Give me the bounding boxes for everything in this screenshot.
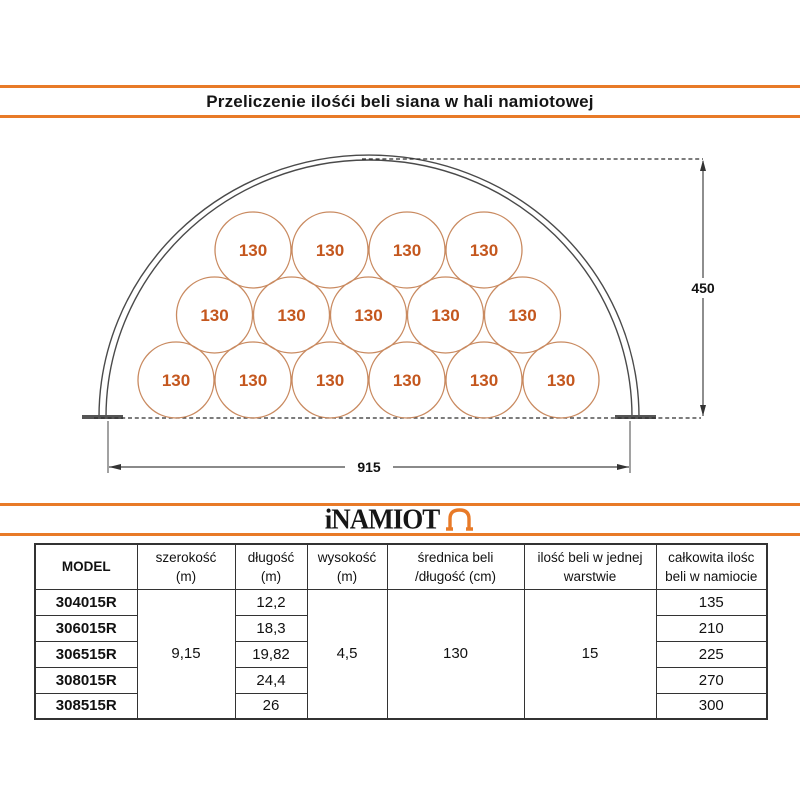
header-dlugosc: długość (m) — [235, 544, 307, 589]
cell-dlugosc: 26 — [235, 693, 307, 719]
header-ilosc-warstwa: ilość beli w jednej warstwie — [524, 544, 656, 589]
header-calkowita: całkowita ilośc beli w namiocie — [656, 544, 767, 589]
cell-model: 308515R — [35, 693, 137, 719]
height-dim-arrow-bottom — [700, 405, 706, 416]
header-model: MODEL — [35, 544, 137, 589]
bale-label: 130 — [469, 241, 499, 260]
width-dim-label: 915 — [357, 459, 381, 475]
cell-wysokosc: 4,5 — [307, 589, 387, 719]
bale-label: 130 — [546, 371, 576, 390]
cell-calkowita: 300 — [656, 693, 767, 719]
bale-label: 130 — [469, 371, 499, 390]
height-dim-arrow-top — [700, 160, 706, 171]
header-wysokosc: wysokość (m) — [307, 544, 387, 589]
bales-group — [138, 212, 599, 418]
cell-szerokosc: 9,15 — [137, 589, 235, 719]
cell-dlugosc: 24,4 — [235, 667, 307, 693]
cell-calkowita: 270 — [656, 667, 767, 693]
cell-model: 304015R — [35, 589, 137, 615]
bale-label: 130 — [277, 306, 306, 325]
logo-text: iNAMIOT — [324, 503, 440, 535]
header-szerokosc: szerokość (m) — [137, 544, 235, 589]
cell-calkowita: 210 — [656, 615, 767, 641]
cell-dlugosc: 19,82 — [235, 641, 307, 667]
bale-label: 130 — [161, 371, 191, 390]
header-srednica: średnica beli /długość (cm) — [387, 544, 524, 589]
bale-label: 130 — [200, 306, 229, 325]
bale-label: 130 — [238, 241, 268, 260]
bale-label: 130 — [431, 306, 460, 325]
cell-dlugosc: 12,2 — [235, 589, 307, 615]
logo-band — [0, 503, 800, 536]
bale-label: 130 — [508, 306, 537, 325]
bale-label: 130 — [238, 371, 268, 390]
cell-model: 306015R — [35, 615, 137, 641]
bale-label: 130 — [392, 371, 422, 390]
bale-label: 130 — [354, 306, 383, 325]
table-row — [35, 589, 767, 615]
cell-dlugosc: 18,3 — [235, 615, 307, 641]
cell-srednica: 130 — [387, 589, 524, 719]
table-header-row — [35, 544, 767, 589]
cell-model: 308015R — [35, 667, 137, 693]
cell-ilosc-warstwa: 15 — [524, 589, 656, 719]
cell-calkowita: 135 — [656, 589, 767, 615]
tent-arch-icon — [444, 506, 475, 533]
cell-model: 306515R — [35, 641, 137, 667]
bale-label: 130 — [392, 241, 422, 260]
cell-calkowita: 225 — [656, 641, 767, 667]
width-dim-arrow-left — [109, 464, 121, 470]
bale-label: 130 — [315, 241, 345, 260]
width-dim-arrow-right — [617, 464, 629, 470]
spec-table — [34, 543, 768, 720]
page-title: Przeliczenie ilośći beli siana w hali namiotowej — [206, 91, 594, 111]
height-dim-label: 450 — [691, 280, 715, 296]
bale-label: 130 — [315, 371, 345, 390]
